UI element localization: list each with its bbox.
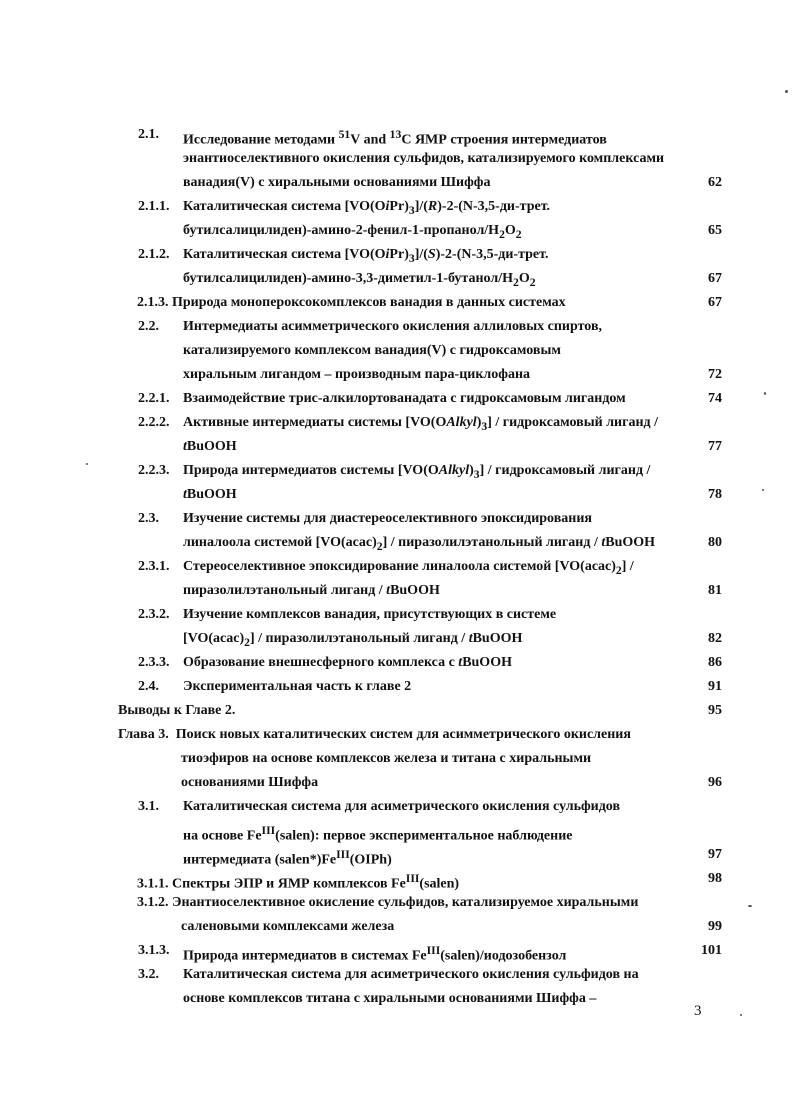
toc-page-number: 77 [708, 439, 722, 454]
toc-entry-number: 2.1.2. [138, 247, 170, 262]
toc-entry-text: 3.1.2. Энантиоселективное окисление сульфидов, катализируемое хиральными [137, 895, 639, 910]
toc-entry-number: 3.2. [138, 967, 159, 982]
toc-entry-text: Каталитическая система $[VO(OiPr)_3]/(S)-2-(N-3,5-ди$-трет. [183, 247, 549, 265]
toc-entry-text: Исследование методами $^{51}$V and $^{13}$C ЯМР строения интермедиатов [183, 128, 607, 148]
toc-entry-text: tBuOOH [183, 487, 237, 502]
toc-entry-text: катализируемого комплексом ванадия(V) с гидроксамовым [183, 343, 561, 358]
toc-entry-text: Каталитическая система для асиметрического окисления сульфидов [183, 799, 621, 814]
toc-entry-text: пиразолилэтанольный лиганд / tBuOOH [183, 583, 440, 598]
toc-entry-text: 2.1.3. Природа монопероксокомплексов ванадия в данных системах [137, 295, 566, 310]
toc-entry-text: Образование внешнесферного комплекса с tBuOOH [183, 655, 512, 670]
toc-entry-text: саленовыми комплексами железа [181, 919, 395, 934]
toc-entry-text: линалоола системой $[VO(acac)_2]$ / пиразолилэтанольный лиганд / tBuOOH [183, 535, 656, 553]
toc-entry-text: интермедиата $(salen*)Fe^{III}(OIPh)$ [183, 848, 392, 868]
toc-entry-text: Изучение системы для диастереоселективного эпоксидирования [183, 511, 592, 526]
toc-entry-number: 3.1.3. [138, 943, 170, 958]
toc-entry-text: Выводы к Главе 2. [118, 703, 236, 718]
toc-entry-text: Взаимодействие трис-алкилортованадата с гидроксамовым лигандом [183, 391, 626, 406]
toc-page-number: 81 [708, 583, 722, 598]
toc-entry-number: 2.4. [138, 679, 159, 694]
scan-speck [748, 905, 752, 907]
toc-page-number: 74 [708, 391, 722, 406]
toc-entry-text: тиоэфиров на основе комплексов железа и титана с хиральными [181, 751, 592, 766]
toc-entry-number: 2.2.1. [138, 391, 170, 406]
toc-entry-number: 2.3.3. [138, 655, 170, 670]
toc-entry-text: $[VO(acac)_2]$ / пиразолилэтанольный лиганд / tBuOOH [183, 631, 523, 649]
toc-page-number: 62 [708, 175, 722, 190]
toc-entry-text: ванадия(V) с хиральными основаниями Шиффа [183, 175, 491, 190]
toc-entry-number: 2.3.2. [138, 607, 170, 622]
toc-entry-text: Изучение комплексов ванадия, присутствующих в системе [183, 607, 557, 622]
toc-page-number: 97 [708, 847, 722, 862]
toc-page-number: 86 [708, 655, 722, 670]
toc-entry-text: Природа интермедиатов системы $[VO(OAlkyl)_3]$ / гидроксамовый лиганд / [183, 463, 651, 481]
toc-entry-text: tBuOOH [183, 439, 237, 454]
toc-entry-number: 2.1. [138, 127, 159, 142]
toc-entry-text: $бутилсалицилиден)-амино-3,3-диметил-1-бутанол/H_2O_2$ [183, 271, 536, 289]
toc-entry-text: Активные интермедиаты системы $[VO(OAlkyl)_3]$ / гидроксамовый лиганд / [183, 415, 659, 433]
toc-page-number: 72 [708, 367, 722, 382]
page-number: 3 [694, 1003, 702, 1019]
toc-entry-text: $бутилсалицилиден)-амино-2-фенил-1-пропанол/H_2O_2$ [183, 223, 522, 241]
toc-entry-text: Каталитическая система для асиметрического окисления сульфидов на [183, 967, 639, 982]
toc-page-number: 67 [708, 295, 722, 310]
toc-entry-number: 2.2. [138, 319, 159, 334]
scan-speck [86, 463, 88, 465]
toc-entry-text: Глава 3. Поиск новых каталитических систем для асимметрического окисления [118, 727, 631, 742]
toc-entry-number: 3.1. [138, 799, 159, 814]
toc-entry-text: Экспериментальная часть к главе 2 [183, 679, 412, 694]
toc-page-number: 99 [708, 919, 722, 934]
toc-page-number: 96 [708, 775, 722, 790]
toc-entry-number: 2.1.1. [138, 199, 170, 214]
toc-page-number: 95 [708, 703, 722, 718]
toc-page-number: 80 [708, 535, 722, 550]
toc-entry-text: Стереоселективное эпоксидирование линалоола системой $[VO(acac)_2]$ / [183, 559, 634, 577]
toc-entry-text: на основе $Fe^{III}(salen)$: первое экспериментальное наблюдение [183, 824, 573, 844]
toc-entry-number: 2.2.2. [138, 415, 170, 430]
toc-entry-text: основаниями Шиффа [181, 775, 319, 790]
toc-entry-text: 3.1.1. Спектры ЭПР и ЯМР комплексов $Fe^{III}(salen)$ [137, 872, 460, 892]
toc-page-number: 82 [708, 631, 722, 646]
toc-page-number: 98 [708, 871, 722, 886]
scan-speck [785, 90, 788, 93]
scan-speck [740, 1014, 742, 1016]
toc-entry-number: 2.3. [138, 511, 159, 526]
toc-entry-text: Интермедиаты асимметрического окисления аллиловых спиртов, [183, 319, 603, 334]
toc-page-number: 101 [701, 943, 722, 958]
toc-entry-text: Природа интермедиатов в системах $Fe^{III}(salen)$/иодозобензол [183, 944, 567, 964]
scan-speck [764, 392, 766, 395]
toc-page-number: 78 [708, 487, 722, 502]
toc-entry-text: основе комплексов титана с хиральными основаниями Шиффа – [183, 991, 597, 1006]
toc-entry-text: Каталитическая система $[VO(OiPr)_3]/(R)-2-(N-3,5-ди$-трет. [183, 199, 551, 217]
scan-speck [762, 489, 764, 491]
toc-entry-text: хиральным лигандом – производным пара-циклофана [183, 367, 531, 382]
toc-entry-number: 2.3.1. [138, 559, 170, 574]
toc-page-number: 65 [708, 223, 722, 238]
toc-page-number: 67 [708, 271, 722, 286]
toc-page-number: 91 [708, 679, 722, 694]
toc-entry-text: энантиоселективного окисления сульфидов, катализируемого комплексами [183, 151, 665, 166]
toc-entry-number: 2.2.3. [138, 463, 170, 478]
